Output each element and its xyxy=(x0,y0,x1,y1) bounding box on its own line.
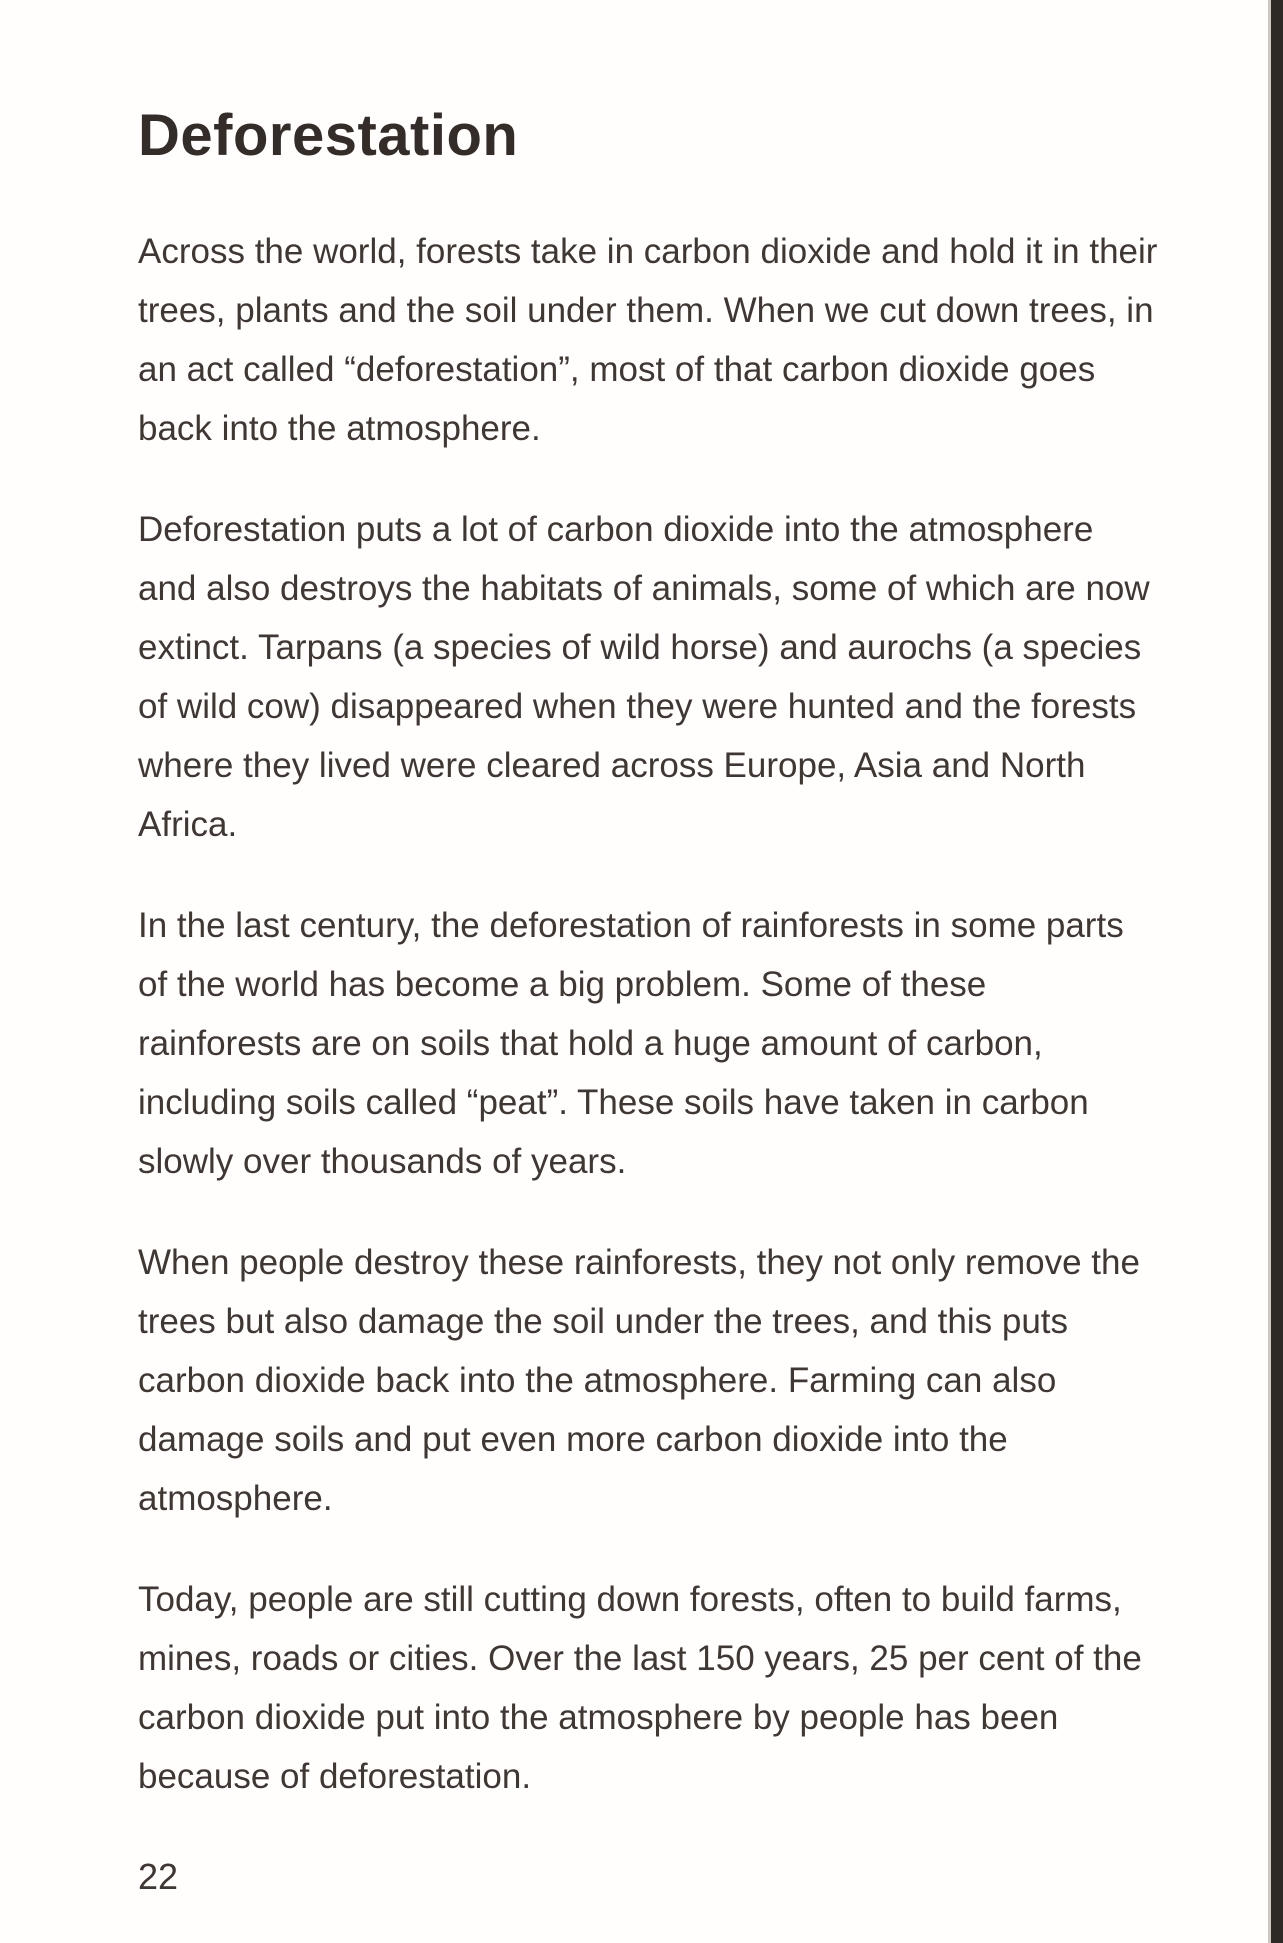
paragraph-4: When people destroy these rainforests, they not only remove the trees but also damage the soil under the trees, and this puts carbon dioxide back into the atmosphere. Farming can also damage soils and put even more carbon dioxide into the atmosphere. xyxy=(138,1242,1140,1518)
paragraph-5: Today, people are still cutting down forests, often to build farms, mines, roads or cities. Over the last 150 years, 25 per cent of the carbon dioxide put into the atmosphere by people has been because of deforestation. xyxy=(138,1579,1142,1796)
paragraph-3: In the last century, the deforestation of rainforests in some parts of the world has become a big problem. Some of these rainforests are on soils that hold a huge amount of carbon, including soils called “peat”. These soils have taken in carbon slowly over thousands of years. xyxy=(138,905,1124,1181)
page-edge-strip xyxy=(1268,0,1283,1943)
paragraph-2: Deforestation puts a lot of carbon dioxide into the atmosphere and also destroys the habitats of animals, some of which are now extinct. Tarpans (a species of wild horse) and aurochs (a species of wild cow) disappeared when they were hunted and the forests where they lived were cleared across Europe, Asia and North Africa. xyxy=(138,509,1150,844)
paragraph-1: Across the world, forests take in carbon dioxide and hold it in their trees, plants and the soil under them. When we cut down trees, in an act called “deforestation”, most of that carbon dioxide goes back into the atmosphere. xyxy=(138,231,1158,448)
page-title: Deforestation xyxy=(138,103,519,168)
page-number: 22 xyxy=(138,1856,179,1897)
page-content xyxy=(138,104,1158,1848)
